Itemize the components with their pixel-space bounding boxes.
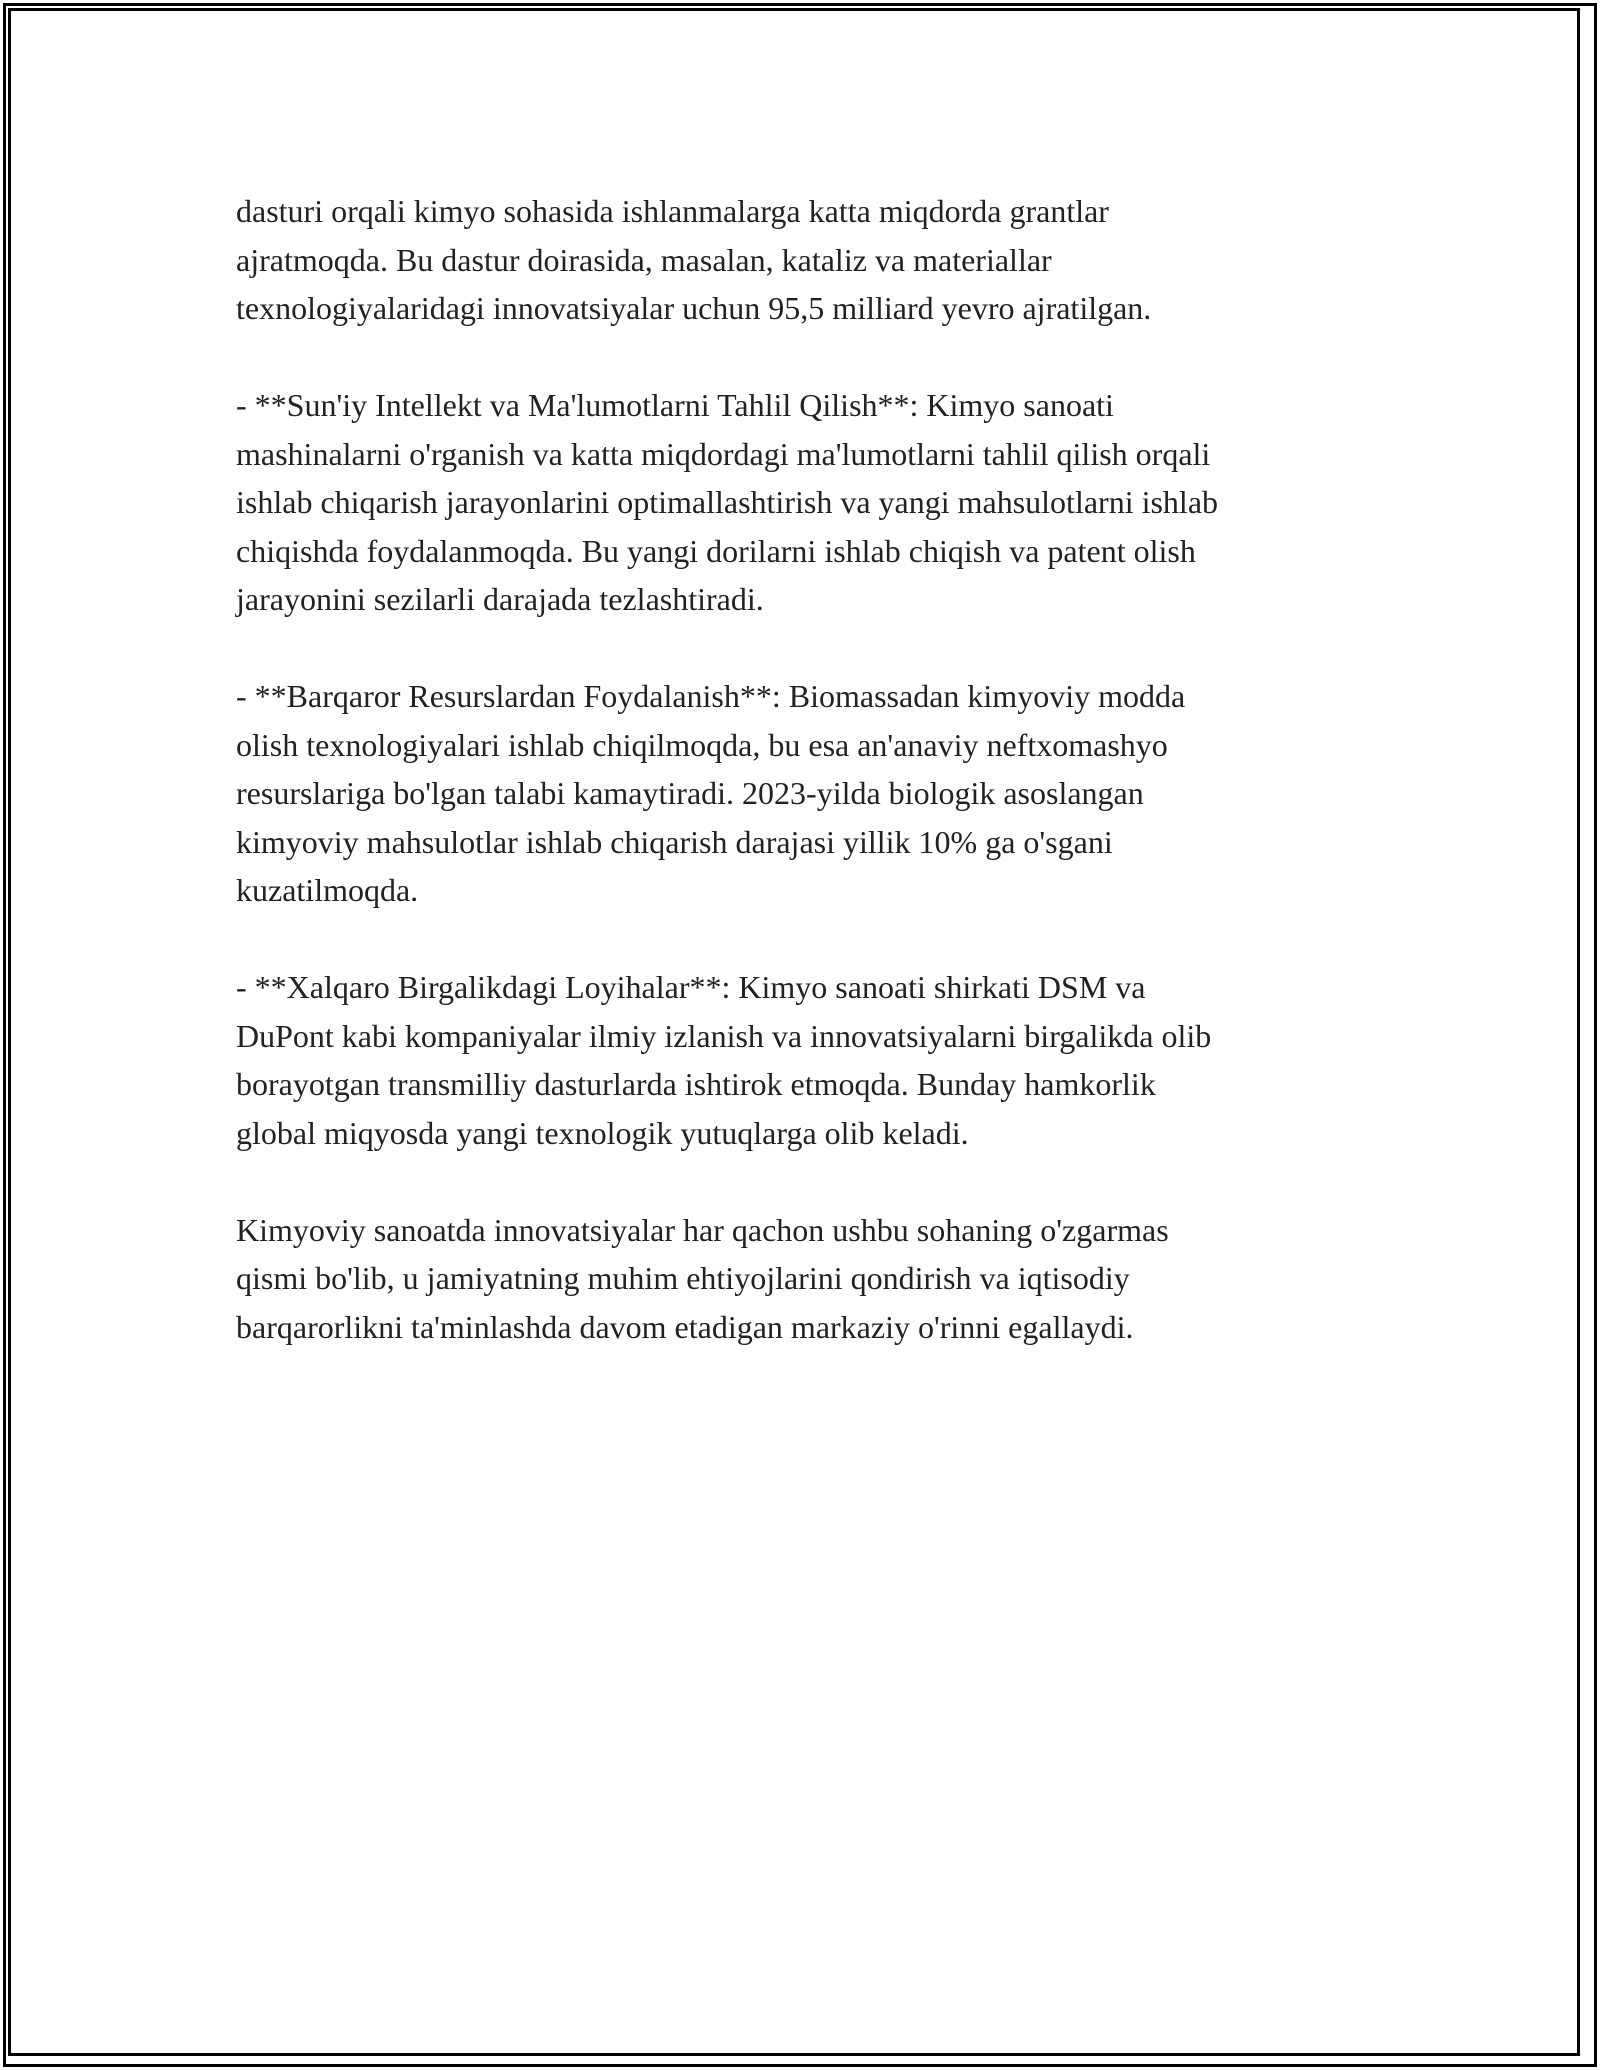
document-body <box>236 187 1386 1351</box>
paragraph-international-projects: - **Xalqaro Birgalikdagi Loyihalar**: Kimyo sanoati shirkati DSM va DuPont kabi kompaniyalar ilmiy izlanish va innovatsiyalarni birgalikda olib borayotgan transmilliy dasturlarda ishtirok etmoqda. Bunday hamkorlik global miqyosda yangi texnologik yutuqlarga olib keladi. <box>236 969 1212 1151</box>
paragraph-conclusion: Kimyoviy sanoatda innovatsiyalar har qachon ushbu sohaning o'zgarmas qismi bo'lib, u jamiyatning muhim ehtiyojlarini qondirish va iqtisodiy barqarorlikni ta'minlashda davom etadigan markaziy o'rinni egallaydi. <box>236 1211 1169 1345</box>
paragraph-grants: dasturi orqali kimyo sohasida ishlanmalarga katta miqdorda grantlar ajratmoqda. Bu dastur doirasida, masalan, kataliz va materiallar texnologiyalaridagi innovatsiyalar uchun 95,5 milliard yevro ajratilgan. <box>236 193 1152 326</box>
paragraph-ai-data-analysis: - **Sun'iy Intellekt va Ma'lumotlarni Tahlil Qilish**: Kimyo sanoati mashinalarni o'rganish va katta miqdordagi ma'lumotlarni tahlil qilish orqali ishlab chiqarish jarayonlarini optimallashtirish va yangi mahsulotlarni ishlab chiqishda foydalanmoqda. Bu yangi dorilarni ishlab chiqish va patent olish jarayonini sezilarli darajada tezlashtiradi. <box>236 387 1219 617</box>
paragraph-sustainable-resources: - **Barqaror Resurslardan Foydalanish**: Biomassadan kimyoviy modda olish texnologiyalari ishlab chiqilmoqda, bu esa an'anaviy neftxomashyo resurslariga bo'lgan talabi kamaytiradi. 2023-yilda biologik asoslangan kimyoviy mahsulotlar ishlab chiqarish darajasi yillik 10% ga o'sgani kuzatilmoqda. <box>236 678 1186 908</box>
